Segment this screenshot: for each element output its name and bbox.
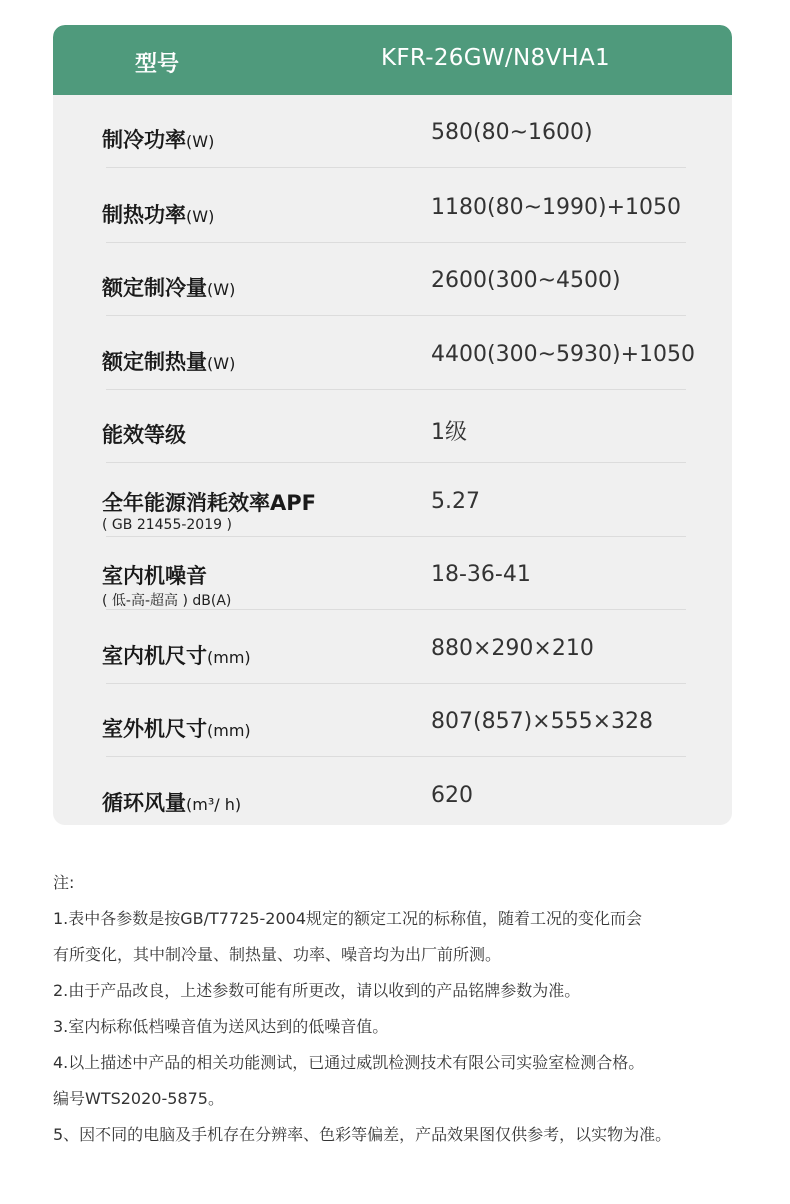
note-line: 2.由于产品改良，上述参数可能有所更改，请以收到的产品铭牌参数为准。 (53, 981, 581, 1000)
notes-title: 注: (53, 873, 75, 892)
spec-row-indoor-noise (53, 537, 732, 610)
spec-label (102, 346, 235, 376)
spec-label-text: 室内机噪音 (102, 564, 207, 588)
spec-table (53, 25, 732, 825)
model-value: KFR-26GW/N8VHA1 (381, 45, 610, 71)
spec-value: 4400(300~5930)+1050 (431, 342, 695, 367)
spec-label (102, 640, 251, 670)
spec-row-apf (53, 464, 732, 537)
spec-label (102, 124, 214, 154)
spec-unit: (W) (207, 280, 236, 299)
row-divider (106, 462, 686, 463)
spec-label-text: 能效等级 (102, 423, 186, 447)
spec-label (102, 487, 316, 533)
note-line: 5、因不同的电脑及手机存在分辨率、色彩等偏差，产品效果图仅供参考，以实物为准。 (53, 1125, 672, 1144)
spec-value: 18-36-41 (431, 562, 531, 587)
spec-label-text: 额定制冷量 (102, 276, 207, 300)
spec-label (102, 199, 214, 229)
spec-value: 5.27 (431, 489, 480, 514)
spec-label-text: 额定制热量 (102, 350, 207, 374)
spec-value: 1180(80~1990)+1050 (431, 195, 681, 220)
spec-unit: (m³/ h) (186, 795, 242, 814)
spec-label (102, 713, 251, 743)
model-label: 型号 (135, 52, 180, 77)
spec-label-text: 制冷功率 (102, 128, 186, 152)
spec-label (102, 560, 231, 610)
row-divider (106, 609, 686, 610)
spec-row-airflow (53, 758, 732, 825)
spec-label-text: 全年能源消耗效率APF (102, 491, 316, 515)
spec-value: 580(80~1600) (431, 120, 593, 145)
note-line: 有所变化，其中制冷量、制热量、功率、噪音均为出厂前所测。 (53, 945, 502, 964)
spec-value: 620 (431, 783, 473, 808)
spec-row-rated-heating (53, 317, 732, 390)
spec-unit: (W) (186, 132, 215, 151)
spec-value: 1级 (431, 420, 467, 445)
spec-unit: (W) (186, 207, 215, 226)
spec-row-energy-grade (53, 390, 732, 463)
note-line: 3.室内标称低档噪音值为送风达到的低噪音值。 (53, 1017, 389, 1036)
spec-label-text: 室内机尺寸 (102, 644, 207, 668)
spec-row-rated-cooling (53, 243, 732, 316)
spec-row-outdoor-size (53, 684, 732, 757)
spec-sub-label: ( 低-高-超高 ) dB(A) (102, 593, 232, 609)
spec-value: 880×290×210 (431, 636, 594, 661)
spec-label-text: 室外机尺寸 (102, 717, 207, 741)
spec-label (102, 419, 186, 449)
spec-label (102, 272, 235, 302)
spec-sub-label: ( GB 21455-2019 ) (102, 517, 232, 533)
note-line: 4.以上描述中产品的相关功能测试，已通过威凯检测技术有限公司实验室检测合格。 (53, 1053, 645, 1072)
note-line: 1.表中各参数是按GB/T7725-2004规定的额定工况的标称值，随着工况的变化而会 (53, 909, 643, 928)
spec-label-text: 制热功率 (102, 203, 186, 227)
note-line: 编号WTS2020-5875。 (53, 1089, 224, 1108)
notes-section (53, 865, 753, 1153)
spec-value: 2600(300~4500) (431, 268, 621, 293)
row-divider (106, 756, 686, 757)
row-divider (106, 315, 686, 316)
spec-row-heating-power (53, 170, 732, 243)
spec-row-cooling-power (53, 95, 732, 168)
spec-row-indoor-size (53, 611, 732, 684)
spec-value: 807(857)×555×328 (431, 709, 653, 734)
spec-unit: (W) (207, 354, 236, 373)
spec-label-text: 循环风量 (102, 791, 186, 815)
row-divider (106, 167, 686, 168)
spec-unit: (mm) (207, 648, 251, 667)
spec-header (53, 25, 732, 95)
spec-label (102, 787, 241, 817)
spec-unit: (mm) (207, 721, 251, 740)
